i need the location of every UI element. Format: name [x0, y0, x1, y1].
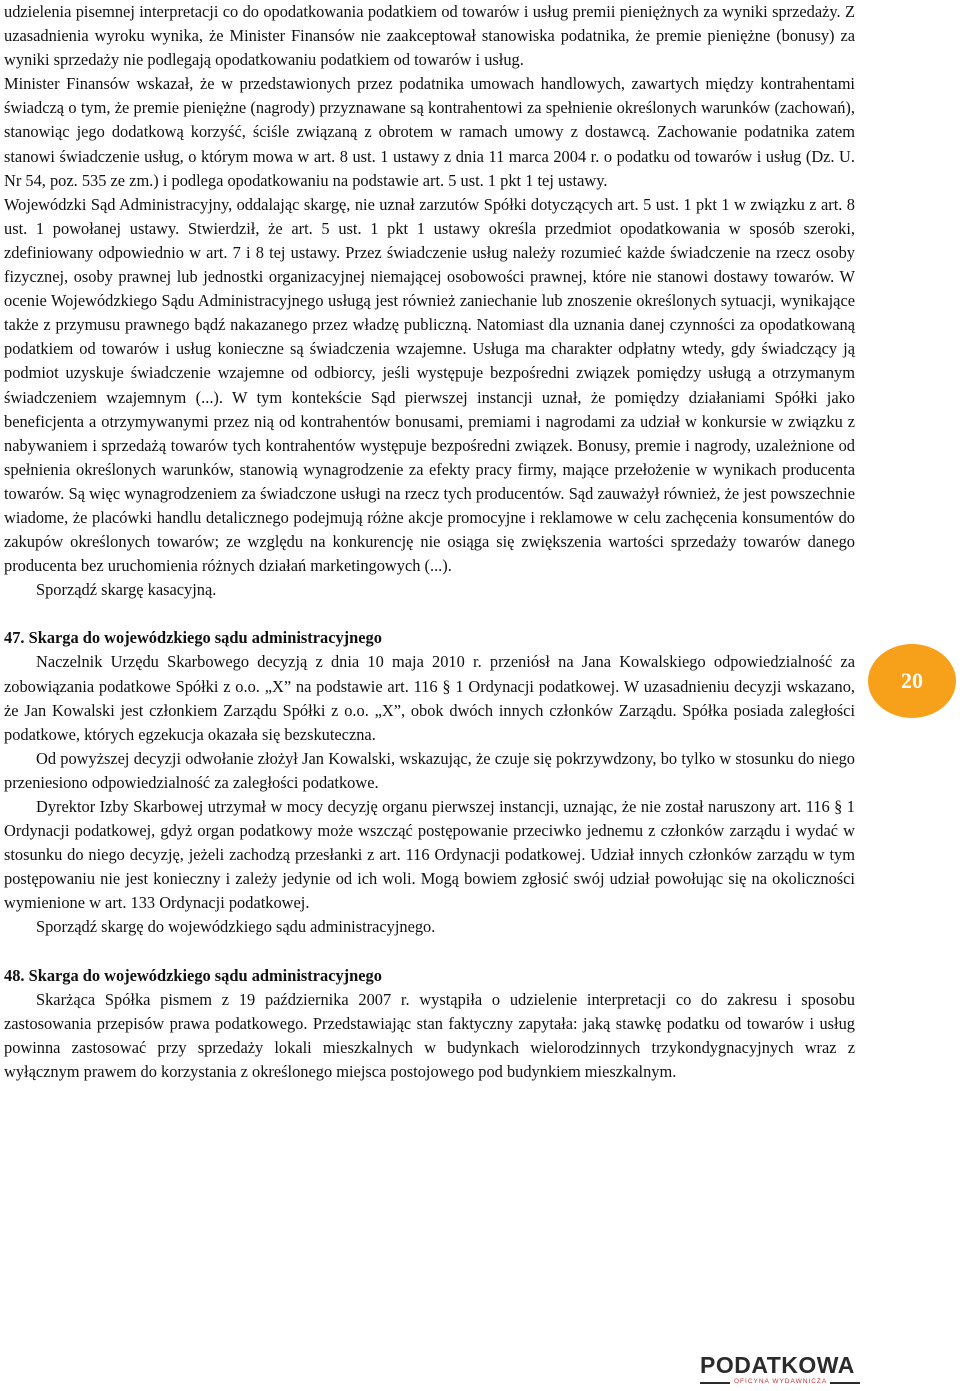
logo-divider-left [700, 1382, 730, 1384]
section-heading-47: 47. Skarga do wojewódzkiego sądu administracyjnego [4, 628, 382, 648]
page-number-badge [868, 644, 956, 718]
publisher-logo-name: PODATKOWA [700, 1352, 855, 1378]
paragraph-case-47-decision: Dyrektor Izby Skarbowej utrzymał w mocy decyzję organu pierwszej instancji, uznając, że nie został naruszony art. 116 § 1 Ordynacji podatkowej, gdyż organ podatkowy może wszcząć postępowanie przeciwko jednemu z członków zarządu i wydać w stosunku do niego decyzję, jeżeli zachodzą przesłanki z art. 116 Ordynacji podatkowej. Udział innych członków zarządu w tym postępowaniu nie jest konieczny i zależy jedynie od ich woli. Mogą bowiem zgłosić swój udział powołując się na okoliczności wymienione w art. 133 Ordynacji podatkowej. [4, 797, 855, 913]
section-spacer [4, 940, 855, 964]
document-body [4, 0, 855, 1084]
paragraph-case-48-facts: Skarżąca Spółka pismem z 19 października 2007 r. wystąpiła o udzielenie interpretacji co do zakresu i sposobu zastosowania przepisów prawa podatkowego. Przedstawiając stan faktyczny zapytała: jaką stawkę podatku od towarów i usług powinna zastosować przy sprzedaży lokali mieszkalnych w budynkach wielorodzinnych trzykondygnacyjnych wraz z wyłącznym prawem do korzystania z określonego miejsca postojowego pod budynkiem mieszkalnym. [4, 989, 855, 1081]
paragraph-case-47-appeal: Od powyższej decyzji odwołanie złożył Jan Kowalski, wskazując, że czuje się pokrzywdzony, bo tylko w stosunku do niego przeniesiono odpowiedzialność za zaległości podatkowe. [4, 748, 855, 792]
paragraph-minister-argument: Minister Finansów wskazał, że w przedstawionych przez podatnika umowach handlowych, zawartych między kontrahentami świadczą o tym, że premie pieniężne (nagrody) przyznawane są kontrahentowi za spełnienie określonych warunków (zachowań), stanowiąc jego dodatkową korzyść, ściśle związaną z obrotem w ramach umowy z dostawcą. Zachowanie podatnika zatem stanowi świadczenie usług, o którym mowa w art. 8 ust. 1 ustawy z dnia 11 marca 2004 r. o podatku od towarów i usług (Dz. U. Nr 54, poz. 535 ze zm.) i podlega opodatkowaniu na podstawie art. 5 ust. 1 pkt 1 tej ustawy. [4, 74, 855, 190]
task-instruction-complaint-47: Sporządź skargę do wojewódzkiego sądu administracyjnego. [36, 917, 436, 937]
paragraph-interpretation-intro: udzielenia pisemnej interpretacji co do opodatkowania podatkiem od towarów i usług premii pieniężnych za wyniki sprzedaży. Z uzasadnienia wyroku wynika, że Minister Finansów nie zaakceptował stanowiska podatnika, że premie pieniężne (bonusy) za wyniki sprzedaży nie podlegają opodatkowaniu podatkiem od towarów i usług. [4, 2, 855, 70]
paragraph-court-reasoning: Wojewódzki Sąd Administracyjny, oddalając skargę, nie uznał zarzutów Spółki dotyczących art. 5 ust. 1 pkt 1 w związku z art. 8 ust. 1 powołanej ustawy. Stwierdził, że art. 5 ust. 1 pkt 1 ustawy określa przedmiot opodatkowania w sposób szeroki, zdefiniowany odpowiednio w art. 7 i 8 tej ustawy. Przez świadczenie usług należy rozumieć każde świadczenie na rzecz osoby fizycznej, osoby prawnej lub jednostki organizacyjnej niemającej osobowości prawnej, które nie stanowi dostawy towarów. W ocenie Wojewódzkiego Sądu Administracyjnego usługą jest również zaniechanie lub znoszenie określonych sytuacji, wynikające także z przymusu prawnego bądź nakazanego przez władzę publiczną. Natomiast dla uznania danej czynności za opodatkowaną podatkiem od towarów i usług konieczne są świadczenia wzajemne. Usługa ma charakter odpłatny wtedy, gdy świadczący ją podmiot uzyskuje świadczenie wzajemne od odbiorcy, jeśli występuje bezpośredni związek pomiędzy usługą a otrzymanym świadczeniem wzajemnym (...). W tym kontekście Sąd pierwszej instancji uznał, że pomiędzy działaniami Spółki jako beneficjenta a otrzymywanymi przez nią od kontrahentów bonusami, premiami i nagrodami za udział w konkursie w związku z nabywaniem i sprzedażą towarów tych kontrahentów występuje bezpośredni związek. Bonusy, premie i nagrody, uzależnione od spełnienia określonych warunków, stanowią wynagrodzenie za efekty pracy firmy, mające przełożenie w wynikach producenta towarów. Są więc wynagrodzeniem za świadczone usługi na rzecz tych producentów. Sąd zauważył również, że jest powszechnie wiadome, że placówki handlu detalicznego podejmują różne akcje promocyjne i reklamowe w celu zachęcenia konsumentów do zakupów określonych towarów; ze względu na konkurencję nie osiąga się zwiększenia wartości sprzedaży towarów danego producenta bez uruchomienia różnych działań marketingowych (...). [4, 194, 855, 576]
paragraph-case-47-facts: Naczelnik Urzędu Skarbowego decyzją z dnia 10 maja 2010 r. przeniósł na Jana Kowalskiego odpowiedzialność za zobowiązania podatkowe Spółki z o.o. „X” na podstawie art. 116 § 1 Ordynacji podatkowej. W uzasadnieniu decyzji wskazano, że Jan Kowalski jest członkiem Zarządu Spółki z o.o. „X”, obok dwóch innych członków Zarządu. Spółka posiada zaległości podatkowe, których egzekucja okazała się bezskuteczna. [4, 652, 855, 744]
publisher-logo [700, 1352, 860, 1388]
logo-divider-right [830, 1382, 860, 1384]
section-heading-48: 48. Skarga do wojewódzkiego sądu administracyjnego [4, 965, 382, 985]
page-number: 20 [901, 668, 923, 693]
publisher-logo-subtitle: OFICYNA WYDAWNICZA [734, 1378, 828, 1385]
section-spacer [4, 602, 855, 626]
task-instruction-cassation: Sporządź skargę kasacyjną. [36, 580, 217, 600]
